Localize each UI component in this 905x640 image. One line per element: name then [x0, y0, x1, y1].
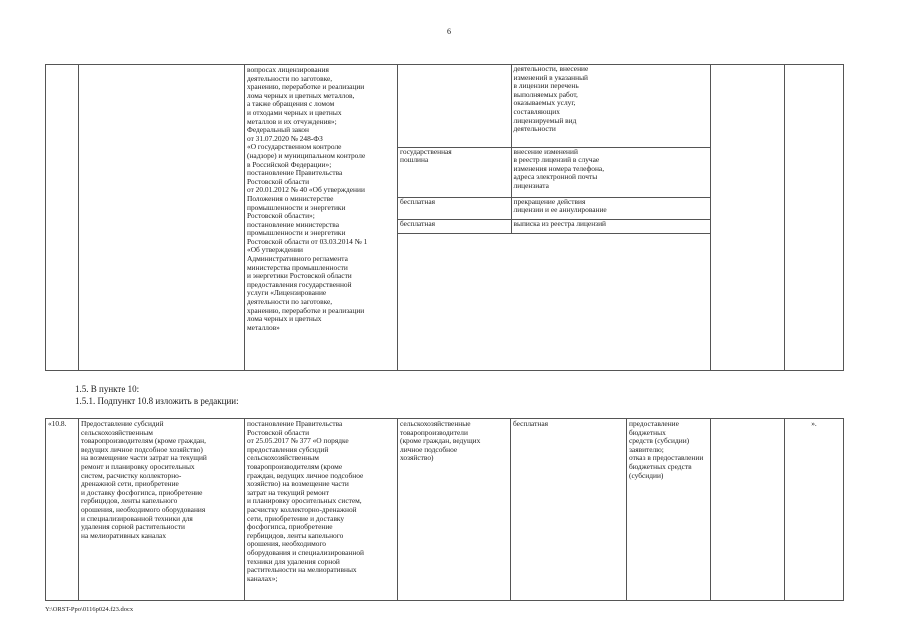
table1-col7-cell	[785, 65, 844, 371]
fee: бесплатная	[511, 419, 627, 601]
table1-name-cell	[79, 65, 245, 371]
result-cell: выписка из реестра лицензий	[511, 219, 711, 233]
result: предоставление бюджетных средств (субсидии) заявителю; отказ в предоставлении бюджетных средств (субсидии)	[627, 419, 711, 601]
fee-cell: бесплатная	[398, 197, 511, 219]
amendment-line-2: 1.5.1. Подпункт 10.8 изложить в редакции:	[75, 396, 239, 406]
fee-result-subtable	[398, 65, 711, 234]
fee-cell: государственная пошлина	[398, 147, 511, 197]
table1-legal-basis-cell: вопросах лицензирования деятельности по заготовке, хранению, переработке и реализации лома черных и цветных металлов, а также обращения с ломом и отходами черных и цветных металлов и их отчуждения»; Федеральный закон от 31.07.2020 № 248-ФЗ «О государственном контроле (надзоре) и муниципальном контроле в Российской Федерации»; постановление Правительства Ростовской области от 20.01.2012 № 40 «Об утверждении Положения о министерстве промышленности и энергетики Ростовской области»; постановление министерства промышленности и энергетики Ростовской области от 03.03.2014 № 1 «Об утверждении Административного регламента министерства промышленности и энергетики Ростовской области предоставления государственной услуги «Лицензирование деятельности по заготовке, хранению, переработке и реализации лома черных и цветных металлов»	[245, 65, 398, 371]
closing-quote: ».	[785, 419, 844, 601]
legal-basis: постановление Правительства Ростовской области от 25.05.2017 № 377 «О порядке предоставления субсидий сельскохозяйственным товаропроизводителям (кроме граждан, ведущих личное подсобное хозяйство) на возмещение части затрат на текущий ремонт и планировку оросительных систем, расчистку коллекторно-дренажной сети, приобретение и доставку фосфогипса, приобретение гербицидов, ленты капельного орошения, необходимого оборудования и специализированной техники для удаления сорной растительности на мелиоративных каналах»;	[245, 419, 398, 601]
fee-cell: бесплатная	[398, 219, 511, 233]
result-cell: внесение изменений в реестр лицензий в случае изменения номера телефона, адреса электронной почты лицензиата	[511, 147, 711, 197]
subsidy-table	[45, 418, 844, 601]
recipients: сельскохозяйственные товаропроизводители (кроме граждан, ведущих личное подсобное хозяйство)	[398, 419, 511, 601]
amendment-line-1: 1.5. В пункте 10:	[75, 384, 140, 394]
fee-cell	[398, 65, 511, 147]
service-name: Предоставление субсидий сельскохозяйственным товаропроизводителям (кроме граждан, ведущих личное подсобное хозяйство) на возмещение части затрат на текущий ремонт и планировку оросительных систем, расчистку коллекторно- дренажной сети, приобретение и доставку фосфогипса, приобретение гербицидов, ленты капельного орошения, необходимого оборудования и специализированной техники для удаления сорной растительности на мелиоративных каналах	[79, 419, 245, 601]
item-number: «10.8.	[46, 419, 79, 601]
empty-cell	[711, 419, 785, 601]
page-number: 6	[447, 27, 451, 36]
table1-fee-result-cell	[398, 65, 711, 371]
table1-col6-cell	[711, 65, 785, 371]
services-table-continued	[45, 64, 844, 371]
file-path-footer: Y:\ORST-Ppo\0116p024.f23.docx	[45, 606, 134, 613]
result-cell: деятельности, внесение изменений в указанный в лицензии перечень выполняемых работ, оказываемых услуг, составляющих лицензируемый вид деятельности	[511, 65, 711, 147]
table1-num-cell	[46, 65, 79, 371]
result-cell: прекращение действия лицензии и ее аннулирование	[511, 197, 711, 219]
